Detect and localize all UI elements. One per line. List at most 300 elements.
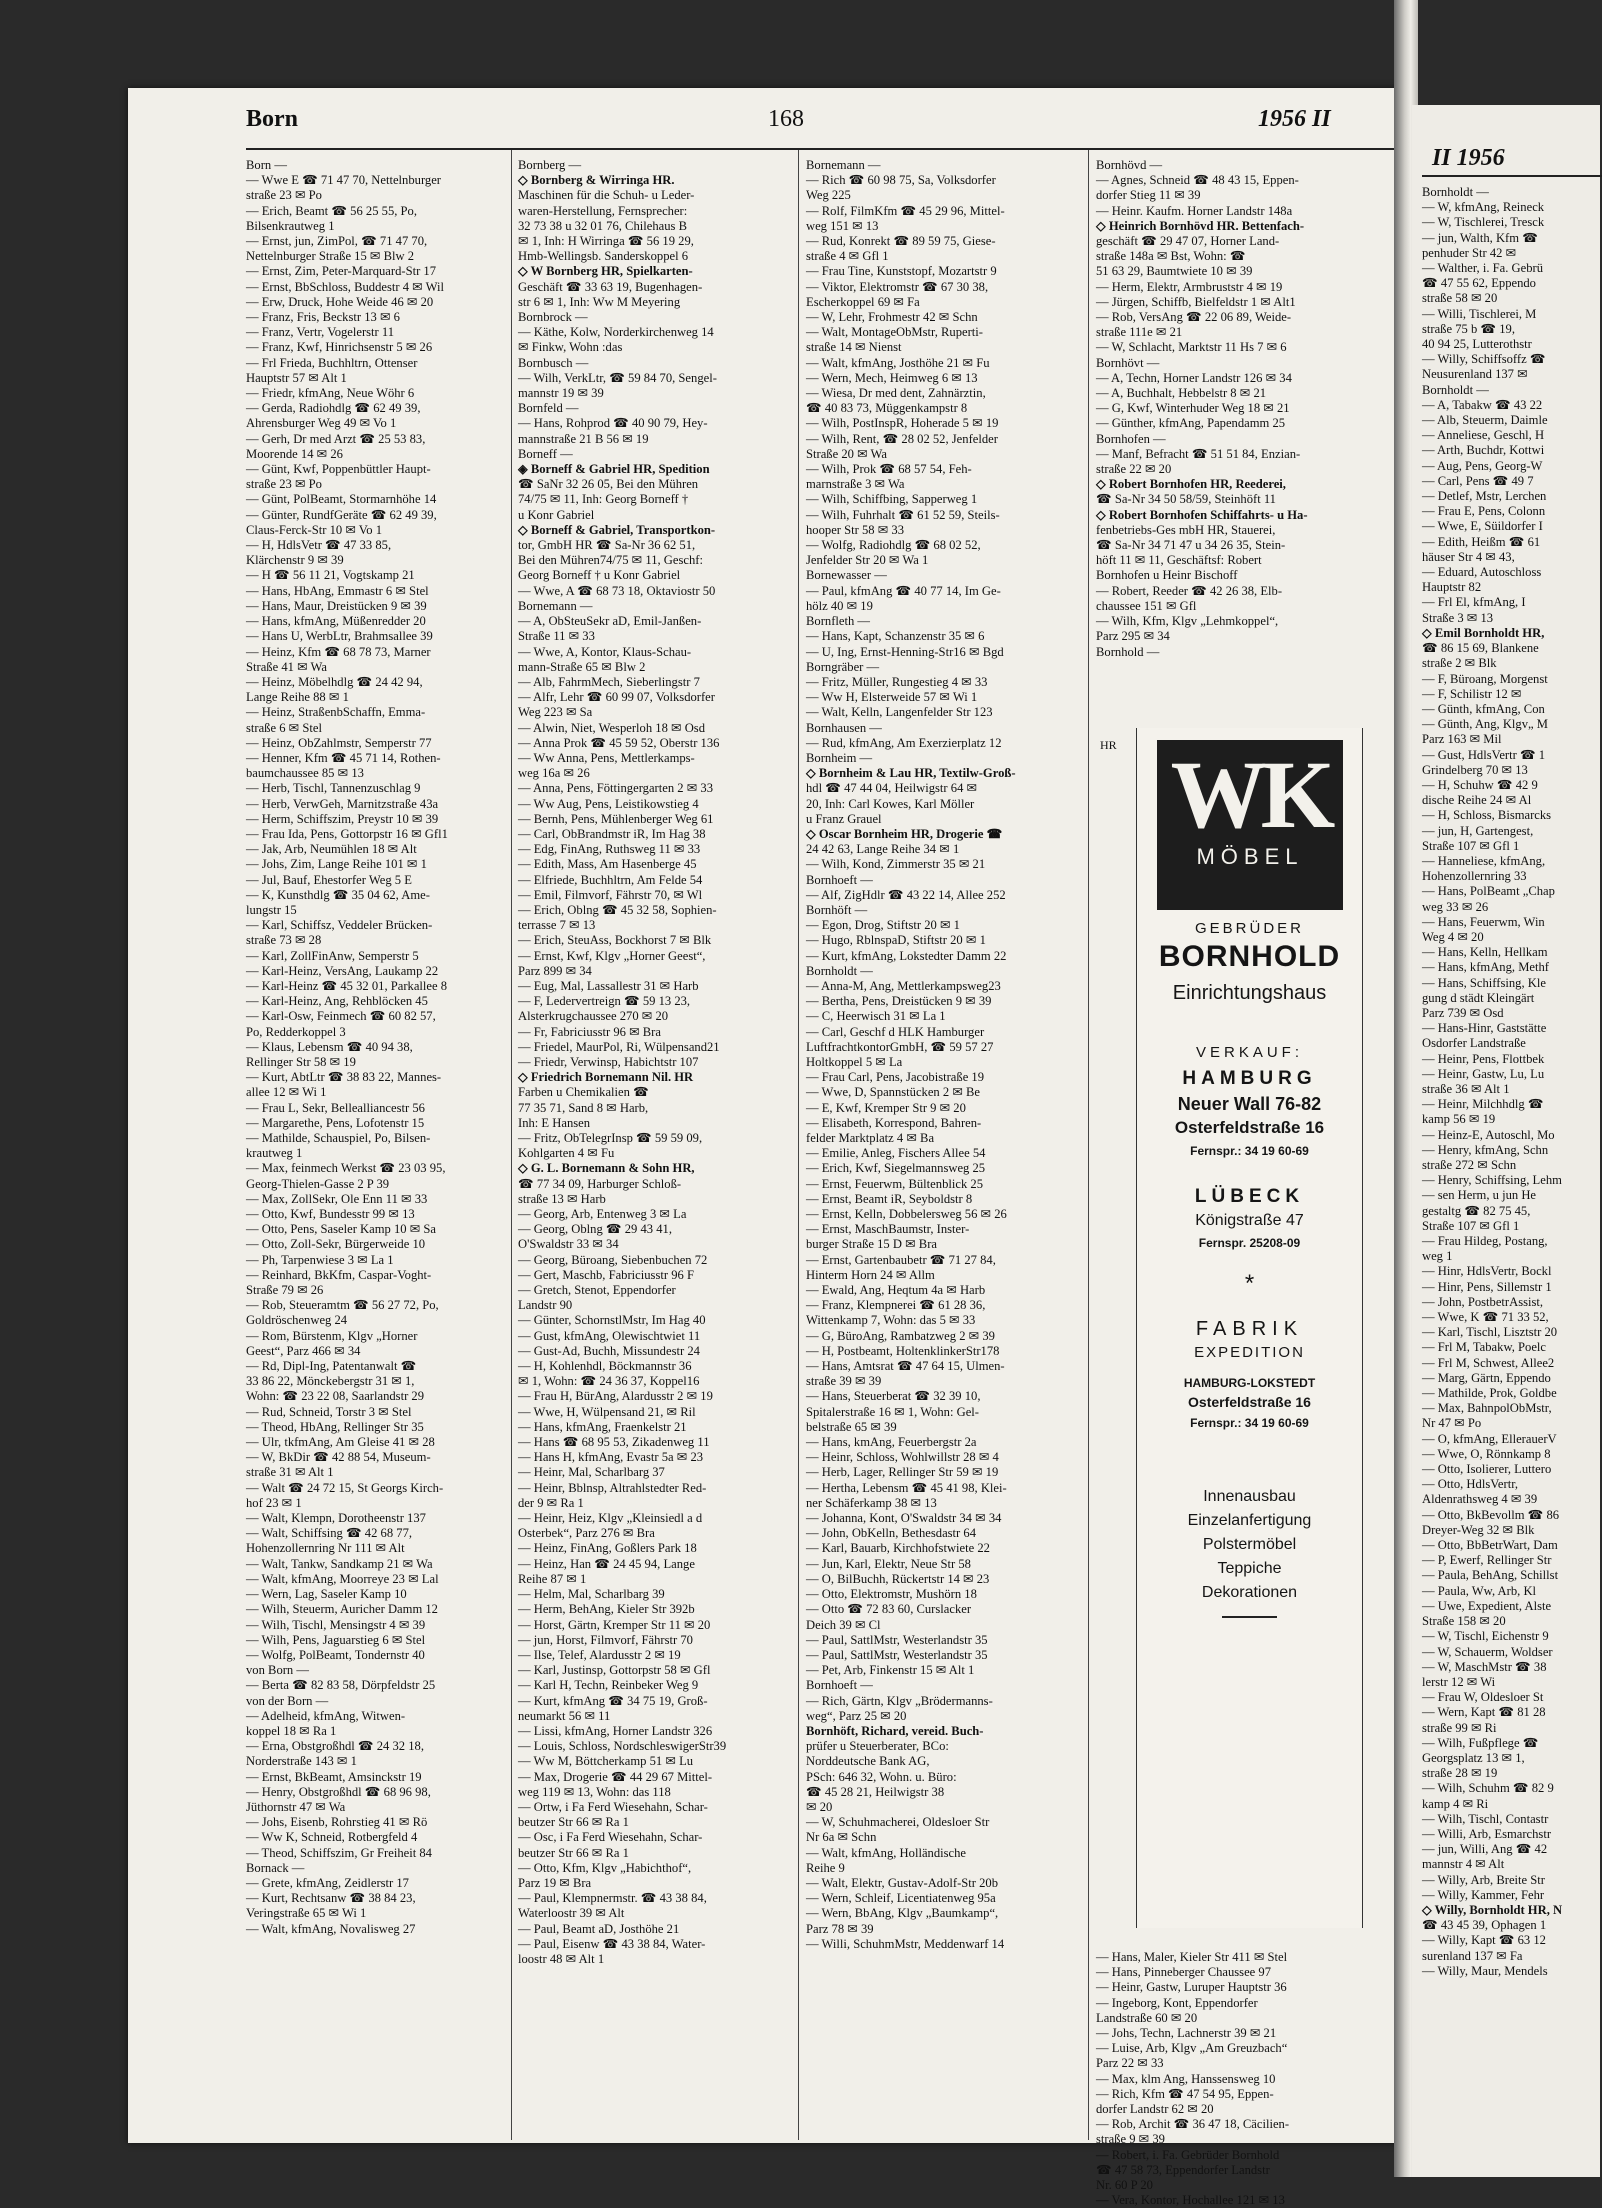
directory-entry-line: mann-Straße 65 ✉ Blw 2	[518, 659, 646, 674]
directory-entry-line: mannstr 4 ✉ Alt	[1422, 1857, 1505, 1872]
directory-entry-line: straße 13 ✉ Harb	[518, 1191, 606, 1206]
directory-entry-line: Aldenrathsweg 4 ✉ 39	[1422, 1492, 1538, 1507]
directory-entry-line: — Hans, Maur, Dreistücken 9 ✉ 39	[246, 598, 427, 613]
directory-entry-line: — Heinz, Möbelhdlg ☎ 24 42 94,	[246, 674, 423, 689]
directory-entry-line: — Heinz, ObZahlmstr, Semperstr 77	[246, 735, 432, 750]
directory-entry-line: straße 22 ✉ 20	[1096, 462, 1172, 477]
directory-entry-line: Nettelnburger Straße 15 ✉ Blw 2	[246, 249, 415, 264]
directory-entry-line: straße 111e ✉ 21	[1096, 325, 1183, 340]
directory-entry-line: — Karl, Schiffsz, Veddeler Brücken-	[246, 918, 433, 933]
directory-entry-line: — Eug, Mal, Lassallestr 31 ✉ Harb	[518, 978, 699, 993]
directory-entry-line: — Heinr, Bblnsp, Altrahlstedter Red-	[518, 1480, 707, 1495]
directory-entry-line: — Wwe, O, Rönnkamp 8	[1422, 1446, 1551, 1461]
directory-entry-line: gung d städt Kleingärt	[1422, 990, 1535, 1005]
directory-entry-line: — Heinz-E, Autoschl, Mo	[1422, 1127, 1555, 1142]
directory-entry-line: — Hans-Hinr, Gaststätte	[1422, 1021, 1547, 1036]
directory-entry-line: — A, Techn, Horner Landstr 126 ✉ 34	[1096, 370, 1292, 385]
directory-entry-line: — John, ObKelln, Bethesdastr 64	[806, 1526, 976, 1541]
directory-entry-line: — Walther, i. Fa. Gebrü	[1422, 261, 1544, 276]
directory-entry-line: lerstr 12 ✉ Wi	[1422, 1674, 1496, 1689]
directory-entry-line: — Hans, Maler, Kieler Str 411 ✉ Stel	[1096, 1950, 1288, 1964]
directory-entry-line: — Franz, Klempnerei ☎ 61 28 36,	[806, 1298, 986, 1313]
directory-entry-line: — Ernst, Kwf, Klgv „Horner Geest“,	[518, 948, 706, 963]
directory-entry-line: — Carl, Geschf d HLK Hamburger	[806, 1024, 985, 1039]
directory-entry-line: — O, BilBuchh, Rückertstr 14 ✉ 23	[806, 1571, 990, 1586]
directory-entry-line: — Heinr, Gastw, Lu, Lu	[1422, 1066, 1545, 1081]
directory-entry-line: — Willy, Kapt ☎ 63 12	[1422, 1933, 1546, 1948]
directory-entry-line: — Heinr, Heiz, Klgv „Kleinsiedl a d	[518, 1511, 703, 1526]
directory-entry-line: Norddeutsche Bank AG,	[806, 1754, 930, 1769]
directory-entry-line: — Käthe, Kolw, Norderkirchenweg 14	[518, 325, 714, 340]
directory-entry-line: — Hanneliese, kfmAng,	[1422, 853, 1546, 868]
directory-entry-line: — Günter, RundfGeräte ☎ 62 49 39,	[246, 507, 437, 522]
directory-entry-line: hooper Str 58 ✉ 33	[806, 522, 905, 537]
logo-moebel: MÖBEL	[1196, 844, 1304, 869]
directory-entry-line: — Johs, Eisenb, Rohrstieg 41 ✉ Rö	[246, 1815, 428, 1830]
directory-entry-line: ✉ 20	[806, 1799, 833, 1814]
directory-entry-line: — Wwe, A ☎ 68 73 18, Oktaviostr 50	[518, 583, 716, 598]
directory-entry-line: — Frau Hildeg, Postang,	[1422, 1234, 1548, 1249]
directory-entry-line: — Bernh, Pens, Mühlenberger Weg 61	[518, 811, 714, 826]
directory-entry-line: — Rd, Dipl-Ing, Patentanwalt ☎	[246, 1359, 417, 1374]
directory-entry-line: — Wilh, Schiffbing, Sapperweg 1	[806, 492, 978, 507]
directory-entry-line: — Wilh, Rent, ☎ 28 02 52, Jenfelder	[806, 431, 998, 446]
directory-entry-line: 33 86 22, Mönckebergstr 31 ✉ 1,	[246, 1374, 415, 1389]
directory-entry-line: — Walt, MontageObMstr, Ruperti-	[806, 325, 983, 340]
ad-service-3: Polstermöbel	[1202, 1536, 1297, 1553]
directory-entry-line: — Herm, Schiffszim, Preystr 10 ✉ 39	[246, 811, 439, 826]
directory-entry-line: — E, Kwf, Kremper Str 9 ✉ 20	[806, 1100, 966, 1115]
directory-entry-line: Moorende 14 ✉ 26	[246, 446, 343, 461]
directory-entry-line: — Günt, Kwf, Poppenbüttler Haupt-	[246, 462, 431, 477]
directory-entry-line: — Robert, Reeder ☎ 42 26 38, Elb-	[1096, 583, 1283, 598]
directory-entry-line: Reihe 87 ✉ 1	[518, 1571, 587, 1586]
directory-entry-line: ◇ G. L. Bornemann & Sohn HR,	[518, 1161, 695, 1176]
directory-entry-line: — Klaus, Lebensm ☎ 40 94 38,	[246, 1039, 413, 1054]
directory-entry-line: Ahrensburger Weg 49 ✉ Vo 1	[246, 416, 397, 431]
directory-entry-line: — Fritz, ObTelegrInsp ☎ 59 59 09,	[518, 1131, 703, 1145]
directory-entry-line: — Ingeborg, Kont, Eppendorfer	[1096, 1995, 1258, 2010]
directory-entry-line: — Otto ☎ 72 83 60, Curslacker	[806, 1602, 972, 1617]
directory-entry-line: — Emil, Filmvorf, Fährstr 70, ✉ Wl	[518, 887, 703, 902]
column-3	[806, 158, 1101, 1952]
directory-entry-line: ◇ Friedrich Bornemann Nil. HR	[518, 1070, 694, 1085]
directory-entry-line: — Walt, Schiffsing ☎ 42 68 77,	[246, 1526, 413, 1541]
directory-entry-line: — Hinr, Pens, Sillemstr 1	[1422, 1279, 1552, 1294]
directory-entry-line: — Wwe, H, Wülpensand 21, ✉ Ril	[518, 1404, 696, 1419]
directory-entry-line: — Ernst, MaschBaumstr, Inster-	[806, 1222, 970, 1237]
directory-entry-line: — Gust-Ad, Buchh, Missundestr 24	[518, 1343, 700, 1358]
directory-entry-line: ☎ 47 55 62, Eppendo	[1422, 276, 1536, 291]
ad-fernspr-3: Fernspr.: 34 19 60-69	[1190, 1416, 1309, 1430]
ad-service-2: Einzelanfertigung	[1187, 1512, 1312, 1529]
directory-entry-line: — Kurt, Rechtsanw ☎ 38 84 23,	[246, 1891, 416, 1906]
directory-entry-line: 40 94 25, Lutterothstr	[1422, 337, 1532, 352]
directory-entry-line: — Grete, kfmAng, Zeidlerstr 17	[246, 1875, 409, 1890]
directory-entry-line: — Heinr, Milchhdlg ☎	[1422, 1097, 1544, 1112]
directory-entry-line: ✉ 1, Inh: H Wirringa ☎ 56 19 29,	[518, 234, 694, 249]
directory-entry-line: Straße 79 ✉ 26	[246, 1283, 324, 1298]
directory-entry-line: — Hans, kfmAng, Müßenredder 20	[246, 614, 426, 629]
directory-entry-line: — H, HdlsVetr ☎ 47 33 85,	[246, 538, 392, 553]
directory-entry-line: — Rich ☎ 60 98 75, Sa, Volksdorfer	[806, 173, 996, 188]
directory-entry-line: — Frau W, Oldesloer St	[1422, 1690, 1544, 1705]
directory-entry-line: Deich 39 ✉ Cl	[806, 1617, 881, 1632]
directory-entry-line: Straße 3 ✉ 13	[1422, 610, 1494, 625]
directory-entry-line: — sen Herm, u jun He	[1422, 1188, 1537, 1203]
directory-entry-line: Weg 223 ✉ Sa	[518, 705, 593, 720]
directory-entry-line: — Frl Frieda, Buchhltrn, Ottenser	[246, 355, 418, 370]
directory-entry-line: Hauptstr 57 ✉ Alt 1	[246, 370, 347, 385]
ad-service-1: Innenausbau	[1203, 1488, 1296, 1505]
directory-entry-line: Nr. 60 P 20	[1096, 2178, 1153, 2193]
directory-entry-line: straße 9 ✉ 39	[1096, 2132, 1165, 2147]
directory-entry-line: straße 58 ✉ 20	[1422, 291, 1498, 306]
directory-entry-line: straße 28 ✉ 19	[1422, 1766, 1498, 1781]
directory-entry-line: von Born —	[246, 1663, 309, 1678]
directory-entry-line: kamp 56 ✉ 19	[1422, 1112, 1496, 1127]
directory-entry-line: — Hans, Rohprod ☎ 40 90 79, Hey-	[518, 416, 708, 431]
directory-entry-line: — Günther, kfmAng, Papendamm 25	[1096, 416, 1286, 431]
directory-entry-line: terrasse 7 ✉ 13	[518, 918, 596, 933]
directory-entry-line: ◇ Borneff & Gabriel, Transportkon-	[518, 522, 716, 537]
directory-entry-line: — Edith, Mass, Am Hasenberge 45	[518, 857, 697, 872]
directory-entry-line: weg“, Parz 25 ✉ 20	[806, 1708, 907, 1723]
directory-entry-line: ☎ SaNr 32 26 05, Bei den Mühren	[518, 477, 699, 492]
directory-entry-line: — Rob, Steueramtm ☎ 56 27 72, Po,	[246, 1298, 439, 1313]
ad-gebrueder: GEBRÜDER	[1194, 920, 1304, 937]
directory-entry-line: — Erich, SteuAss, Bockhorst 7 ✉ Blk	[518, 933, 712, 948]
directory-entry-line: Waterloostr 39 ✉ Alt	[518, 1906, 625, 1921]
directory-entry-line: — Wilh, Fußpflege ☎	[1422, 1735, 1539, 1750]
directory-entry-line: Maschinen für die Schuh- u Leder-	[518, 188, 695, 203]
directory-entry-line: Parz 163 ✉ Mil	[1422, 732, 1502, 747]
directory-entry-line: Straße 158 ✉ 20	[1422, 1614, 1506, 1629]
directory-entry-line: Wittenkamp 7, Wohn: das 5 ✉ 33	[806, 1313, 976, 1328]
directory-entry-line: fenbetriebs-Ges mbH HR, Stauerei,	[1096, 522, 1276, 537]
directory-entry-line: — Hugo, RblnspaD, Stiftstr 20 ✉ 1	[806, 933, 986, 948]
directory-entry-line: Bornholdt —	[1422, 185, 1489, 199]
directory-entry-line: — Friedr, Verwinsp, Habichtstr 107	[518, 1054, 699, 1069]
directory-entry-line: Dreyer-Weg 32 ✉ Blk	[1422, 1522, 1535, 1537]
directory-entry-line: Born —	[246, 158, 287, 172]
directory-entry-line: — A, Buchhalt, Hebbelstr 8 ✉ 21	[1096, 386, 1267, 401]
directory-entry-line: — Carl, Pens ☎ 49 7	[1422, 473, 1534, 488]
directory-entry-line: straße 14 ✉ Nienst	[806, 340, 902, 355]
directory-entry-line: ner Schäferkamp 38 ✉ 13	[806, 1495, 937, 1510]
directory-entry-line: — Manf, Befracht ☎ 51 51 84, Enzian-	[1096, 446, 1301, 461]
directory-entry-line: ◇ W Bornberg HR, Spielkarten-	[518, 264, 693, 279]
directory-entry-line: — jun, H, Gartengest,	[1422, 823, 1534, 838]
directory-entry-line: — Karl, Bauarb, Kirchhofstwiete 22	[806, 1541, 990, 1556]
directory-entry-line: Nr 6a ✉ Schn	[806, 1830, 877, 1845]
directory-entry-line: Norderstraße 143 ✉ 1	[246, 1754, 357, 1769]
directory-entry-line: — K, Kunsthdlg ☎ 35 04 62, Ame-	[246, 887, 430, 902]
directory-entry-line: — Otto, Elektromstr, Mushörn 18	[806, 1587, 977, 1602]
directory-entry-line: — Heinz, Kfm ☎ 68 78 73, Marner	[246, 644, 431, 659]
directory-entry-line: — Frl El, kfmAng, I	[1422, 595, 1526, 610]
page-number: 168	[768, 106, 804, 132]
directory-entry-line: Jüthornstr 47 ✉ Wa	[246, 1799, 346, 1814]
directory-entry-line: — G, Kwf, Winterhuder Weg 18 ✉ 21	[1096, 401, 1290, 416]
directory-entry-line: — Wern, Kapt ☎ 81 28	[1422, 1705, 1546, 1720]
directory-entry-line: — Jun, Karl, Elektr, Neue Str 58	[806, 1556, 971, 1571]
directory-entry-line: Bornheim —	[806, 750, 873, 765]
directory-entry-line: Landstraße 60 ✉ 20	[1096, 2010, 1198, 2025]
directory-entry-line: — F, Schilistr 12 ✉	[1422, 686, 1522, 701]
directory-entry-line: — Ernst, Beamt iR, Seyboldstr 8	[806, 1191, 973, 1206]
directory-entry-line: — Herb, Tischl, Tannenzuschlag 9	[246, 781, 421, 796]
directory-entry-line: — H, Kohlenhdl, Böckmannstr 36	[518, 1359, 692, 1374]
directory-page	[128, 88, 1408, 2208]
directory-entry-line: weg 151 ✉ 13	[806, 218, 879, 233]
directory-entry-line: — Willi, Tischlerei, M	[1422, 306, 1537, 321]
directory-entry-line: — Paula, Ww, Arb, Kl	[1422, 1583, 1537, 1598]
directory-entry-line: Borngräber —	[806, 659, 880, 674]
directory-entry-line: — Ilse, Telef, Alardusstr 2 ✉ 19	[518, 1647, 681, 1662]
directory-entry-line: — Karl, Justinsp, Gottorpstr 58 ✉ Gfl	[518, 1663, 711, 1678]
directory-entry-line: — Rich, Kfm ☎ 47 54 95, Eppen-	[1096, 2086, 1274, 2101]
directory-entry-line: — Karl-Osw, Feinmech ☎ 60 82 57,	[246, 1009, 436, 1024]
ad-luebeck: LÜBECK	[1194, 1186, 1305, 1207]
ad-fernspr-2: Fernspr. 25208-09	[1198, 1236, 1301, 1250]
column-4-continued	[1096, 1950, 1388, 2208]
directory-entry-line: Borneff —	[518, 446, 573, 461]
directory-entry-line: beutzer Str 66 ✉ Ra 1	[518, 1845, 629, 1860]
directory-entry-line: — Otto, Kfm, Klgv „Habichthof“,	[518, 1860, 692, 1875]
directory-entry-line: Bornhöft, Richard, vereid. Buch-	[806, 1723, 984, 1738]
directory-entry-line: neumarkt 56 ✉ 11	[518, 1708, 611, 1723]
ad-expedition: EXPEDITION	[1194, 1344, 1305, 1361]
directory-entry-line: — Rom, Bürstenm, Klgv „Horner	[246, 1328, 418, 1343]
directory-entry-line: — Günter, SchornstlMstr, Im Hag 40	[518, 1313, 706, 1328]
directory-entry-line: ☎ Sa-Nr 34 71 47 u 34 26 35, Stein-	[1096, 538, 1286, 553]
directory-entry-line: — Rud, Konrekt ☎ 89 59 75, Giese-	[806, 234, 996, 249]
directory-entry-line: Wohn: ☎ 23 22 08, Saarlandstr 29	[246, 1389, 425, 1404]
directory-entry-line: — Ernst, Zim, Peter-Marquard-Str 17	[246, 264, 437, 279]
logo-wk: WK	[1170, 741, 1330, 848]
facing-page-column	[1422, 185, 1602, 1979]
directory-entry-line: 74/75 ✉ 11, Inh: Georg Borneff †	[518, 492, 689, 507]
directory-entry-line: — Eduard, Autoschloss	[1422, 565, 1542, 580]
directory-entry-line: Weg 4 ✉ 20	[1422, 929, 1484, 944]
directory-entry-line: ☎ 40 83 73, Müggenkampstr 8	[806, 401, 968, 416]
directory-entry-line: Georgsplatz 13 ✉ 1,	[1422, 1750, 1525, 1765]
directory-entry-line: — Fr, Fabriciusstr 96 ✉ Bra	[518, 1024, 661, 1039]
directory-entry-line: 51 63 29, Baumtwiete 10 ✉ 39	[1096, 264, 1253, 279]
directory-entry-line: straße 2 ✉ Blk	[1422, 656, 1497, 671]
directory-entry-line: — Herm, BehAng, Kieler Str 392b	[518, 1602, 695, 1617]
directory-entry-line: — C, Heerwisch 31 ✉ La 1	[806, 1009, 946, 1024]
directory-entry-line: Rellinger Str 58 ✉ 19	[246, 1054, 356, 1069]
directory-entry-line: — Franz, Kwf, Hinrichsenstr 5 ✉ 26	[246, 340, 433, 355]
directory-entry-line: — Ernst, BkBeamt, Amsinckstr 19	[246, 1769, 422, 1784]
running-head-left: Born	[246, 106, 299, 132]
directory-entry-line: — Willi, Arb, Esmarchstr	[1422, 1826, 1552, 1841]
directory-entry-line: Bornberg —	[518, 158, 582, 172]
directory-entry-line: — Gust, kfmAng, Olewischtwiet 11	[518, 1328, 701, 1343]
directory-entry-line: burger Straße 15 D ✉ Bra	[806, 1237, 937, 1252]
directory-entry-line: — Otto, Zoll-Sekr, Bürgerweide 10	[246, 1237, 426, 1252]
ad-osterfeld: Osterfeldstraße 16	[1174, 1118, 1325, 1137]
directory-entry-line: dische Reihe 24 ✉ Al	[1422, 793, 1532, 808]
directory-entry-line: — Kurt, AbtLtr ☎ 38 83 22, Mannes-	[246, 1070, 442, 1085]
directory-entry-line: — Hans, Feuerwm, Win	[1422, 914, 1545, 929]
directory-entry-line: — H, Postbeamt, HoltenklinkerStr178	[806, 1343, 1000, 1358]
directory-entry-line: — Jul, Bauf, Ehestorfer Weg 5 E	[246, 872, 412, 887]
directory-entry-line: ◇ Robert Bornhofen Schiffahrts- u Ha-	[1096, 507, 1308, 522]
directory-entry-line: — Frau L, Sekr, Bellealliancestr 56	[246, 1100, 425, 1115]
directory-entry-line: ◇ Bornberg & Wirringa HR.	[518, 173, 675, 188]
directory-entry-line: Georg-Thielen-Gasse 2 P 39	[246, 1176, 390, 1191]
directory-entry-line: — Wern, Schleif, Licentiatenweg 95a	[806, 1891, 996, 1906]
directory-entry-line: surenland 137 ✉ Fa	[1422, 1948, 1523, 1963]
directory-entry-line: — Walt, Klempn, Dorotheenstr 137	[246, 1511, 426, 1526]
directory-entry-line: — Helm, Mal, Scharlbarg 39	[518, 1587, 665, 1602]
directory-entry-line: straße 6 ✉ Stel	[246, 720, 322, 735]
directory-entry-line: ☎ 45 28 21, Heilwigstr 38	[806, 1784, 945, 1799]
column-1	[246, 158, 541, 1937]
directory-entry-line: — Karl-Heinz ☎ 45 32 01, Parkallee 8	[246, 978, 448, 993]
directory-entry-line: — Wern, Mech, Heimweg 6 ✉ 13	[806, 370, 978, 385]
directory-entry-line: Parz 19 ✉ Bra	[518, 1875, 592, 1890]
directory-entry-line: — Heinr, Gastw, Luruper Hauptstr 36	[1096, 1980, 1287, 1995]
directory-entry-line: — W, Tischl, Eichenstr 9	[1422, 1629, 1549, 1644]
directory-entry-line: Bornewasser —	[806, 568, 887, 583]
directory-entry-line: — Alb, Steuerm, Daimle	[1422, 413, 1548, 428]
directory-entry-line: straße 31 ✉ Alt 1	[246, 1465, 334, 1480]
directory-entry-line: — Alfr, Lehr ☎ 60 99 07, Volksdorfer	[518, 690, 715, 705]
directory-entry-line: PSch: 646 32, Wohn. u. Büro:	[806, 1769, 957, 1784]
directory-entry-line: — Wiesa, Dr med dent, Zahnärztin,	[806, 386, 986, 401]
directory-entry-line: — Georg, Arb, Entenweg 3 ✉ La	[518, 1207, 687, 1222]
directory-entry-line: — Henry, Obstgroßhdl ☎ 68 96 98,	[246, 1784, 431, 1799]
directory-entry-line: ◈ Borneff & Gabriel HR, Spedition	[518, 462, 710, 477]
directory-entry-line: — H, Schuhw ☎ 42 9	[1422, 777, 1538, 792]
ad-osterfeld-2: Osterfeldstraße 16	[1188, 1394, 1311, 1410]
directory-entry-line: baumchaussee 85 ✉ 13	[246, 766, 364, 781]
directory-entry-line: — W, Schlacht, Marktstr 11 Hs 7 ✉ 6	[1096, 340, 1287, 355]
directory-entry-line: — Alwin, Niet, Wesperloh 18 ✉ Osd	[518, 720, 706, 735]
directory-entry-line: — Paul, Eisenw ☎ 43 38 84, Water-	[518, 1936, 706, 1951]
directory-entry-line: weg 1	[1422, 1249, 1453, 1264]
directory-entry-line: — Heinr, Schloss, Wohlwillstr 28 ✉ 4	[806, 1450, 999, 1465]
directory-entry-line: — Rolf, FilmKfm ☎ 45 29 96, Mittel-	[806, 203, 1005, 218]
directory-entry-line: straße 23 ✉ Po	[246, 477, 322, 492]
ad-lokstedt: HAMBURG-LOKSTEDT	[1183, 1376, 1316, 1390]
ad-neuer-wall: Neuer Wall 76-82	[1177, 1094, 1322, 1114]
directory-entry-line: belstraße 65 ✉ 39	[806, 1419, 897, 1434]
directory-entry-line: — Emilie, Anleg, Fischers Allee 54	[806, 1146, 986, 1161]
directory-entry-line: — Ortw, i Fa Ferd Wiesehahn, Schar-	[518, 1799, 708, 1814]
directory-entry-line: ✉ Finkw, Wohn :das	[518, 340, 623, 355]
header-rule	[246, 148, 1396, 150]
directory-entry-line: — Gretch, Stenot, Eppendorfer	[518, 1283, 676, 1298]
directory-entry-line: — Bertha, Pens, Dreistücken 9 ✉ 39	[806, 994, 992, 1009]
directory-entry-line: — Theod, Schiffszim, Gr Freiheit 84	[246, 1845, 432, 1860]
directory-entry-line: — W, Lehr, Frohmestr 42 ✉ Schn	[806, 310, 978, 325]
directory-entry-line: — Marg, Gärtn, Eppendo	[1422, 1370, 1551, 1385]
directory-entry-line: — Karl, Tischl, Lisztstr 20	[1422, 1325, 1558, 1340]
directory-entry-line: — Ww Anna, Pens, Mettlerkamps-	[518, 750, 695, 765]
directory-entry-line: Hohenzollernring Nr 111 ✉ Alt	[246, 1541, 405, 1556]
directory-entry-line: chaussee 151 ✉ Gfl	[1096, 598, 1197, 613]
directory-entry-line: Osdorfer Landstraße	[1422, 1036, 1526, 1051]
directory-entry-line: — Willy, Kammer, Fehr	[1422, 1887, 1545, 1902]
directory-entry-line: — Willy, Schiffsoffz ☎	[1422, 352, 1546, 367]
directory-entry-line: — Paul, Klempnermstr. ☎ 43 38 84,	[518, 1891, 707, 1906]
directory-entry-line: Farben u Chemikalien ☎	[518, 1085, 649, 1100]
directory-entry-line: — Georg, Büroang, Siebenbuchen 72	[518, 1252, 708, 1267]
ad-bornhold: BORNHOLD	[1158, 940, 1341, 973]
directory-entry-line: lungstr 15	[246, 902, 297, 917]
directory-entry-line: — jun, Walth, Kfm ☎	[1422, 230, 1538, 245]
directory-entry-line: Bornemann —	[518, 598, 593, 613]
directory-entry-line: — John, PostbetrAssist,	[1422, 1294, 1544, 1309]
ad-fabrik: FABRIK	[1195, 1318, 1304, 1340]
directory-entry-line: straße 4 ✉ Gfl 1	[806, 249, 889, 264]
directory-entry-line: Landstr 90	[518, 1298, 573, 1313]
directory-entry-line: marnstraße 3 ✉ Wa	[806, 477, 905, 492]
directory-entry-line: hölz 40 ✉ 19	[806, 598, 873, 613]
directory-entry-line: — Robert, i. Fa. Gebrüder Bornhold	[1096, 2147, 1280, 2162]
directory-entry-line: Po, Redderkoppel 3	[246, 1024, 346, 1039]
directory-entry-line: — Elisabeth, Korrespond, Bahren-	[806, 1115, 982, 1130]
directory-entry-line: — Mathilde, Schauspiel, Po, Bilsen-	[246, 1131, 431, 1145]
column-2	[518, 158, 813, 1967]
directory-entry-line: — Heinr, Pens, Flottbek	[1422, 1051, 1545, 1066]
directory-entry-line: — Johs, Zim, Lange Reihe 101 ✉ 1	[246, 857, 427, 872]
directory-entry-line: weg 16a ✉ 26	[518, 766, 590, 781]
directory-entry-line: Parz 78 ✉ 39	[806, 1921, 874, 1936]
directory-entry-line: — Ww M, Böttcherkamp 51 ✉ Lu	[518, 1754, 694, 1769]
directory-entry-line: straße 75 b ☎ 19,	[1422, 321, 1515, 336]
directory-entry-line: — Anna-M, Ang, Mettlerkampsweg23	[806, 978, 1001, 993]
directory-entry-line: — jun, Willi, Ang ☎ 42	[1422, 1842, 1548, 1857]
directory-entry-line: geschäft ☎ 29 47 07, Horner Land-	[1096, 234, 1280, 249]
directory-entry-line: höft 11 ✉ 11, Geschäftsf: Robert	[1096, 553, 1262, 568]
facing-page-strip	[1412, 105, 1600, 2177]
directory-entry-line: — Kurt, kfmAng ☎ 34 75 19, Groß-	[518, 1693, 708, 1708]
directory-entry-line: — Theod, HbAng, Rellinger Str 35	[246, 1419, 424, 1434]
directory-entry-line: — Walt ☎ 24 72 15, St Georgs Kirch-	[246, 1480, 444, 1495]
directory-entry-line: Bornbusch —	[518, 355, 589, 370]
directory-entry-line: straße 272 ✉ Schn	[1422, 1158, 1517, 1172]
directory-entry-line: — Walt, Elektr, Gustav-Adolf-Str 20b	[806, 1875, 999, 1890]
directory-entry-line: — W, Schauerm, Woldser	[1422, 1644, 1553, 1659]
directory-entry-line: Veringstraße 65 ✉ Wi 1	[246, 1906, 367, 1921]
directory-entry-line: Bornemann —	[806, 158, 881, 172]
directory-entry-line: Bei den Mühren74/75 ✉ 11, Geschf:	[518, 553, 703, 568]
directory-entry-line: — A, Tabakw ☎ 43 22	[1422, 397, 1543, 412]
directory-entry-line: — Wern, Lag, Saseler Kamp 10	[246, 1587, 407, 1602]
directory-entry-line: waren-Herstellung, Fernsprecher:	[518, 203, 688, 218]
directory-entry-line: Goldröschenweg 24	[246, 1313, 348, 1328]
ad-rule	[1222, 1616, 1277, 1618]
directory-entry-line: — Wilh, Tischl, Contastr	[1422, 1811, 1549, 1826]
directory-entry-line: — Erich, Kwf, Siegelmannsweg 25	[806, 1161, 986, 1176]
directory-entry-line: Grindelberg 70 ✉ 13	[1422, 762, 1528, 777]
directory-entry-line: — Paula, BehAng, Schillst	[1422, 1568, 1559, 1583]
directory-entry-line: — Gerh, Dr med Arzt ☎ 25 53 83,	[246, 431, 426, 446]
ad-fernspr-1: Fernspr.: 34 19 60-69	[1190, 1144, 1309, 1158]
directory-entry-line: — Reinhard, BkKfm, Caspar-Voght-	[246, 1267, 432, 1282]
directory-entry-line: Claus-Ferck-Str 10 ✉ Vo 1	[246, 522, 383, 537]
directory-entry-line: Bornholdt —	[1422, 382, 1489, 397]
directory-entry-line: krautweg 1	[246, 1146, 303, 1161]
directory-entry-line: — Ernst, Kelln, Dobbelersweg 56 ✉ 26	[806, 1207, 1007, 1222]
directory-entry-line: Bornhövd —	[1096, 158, 1163, 172]
